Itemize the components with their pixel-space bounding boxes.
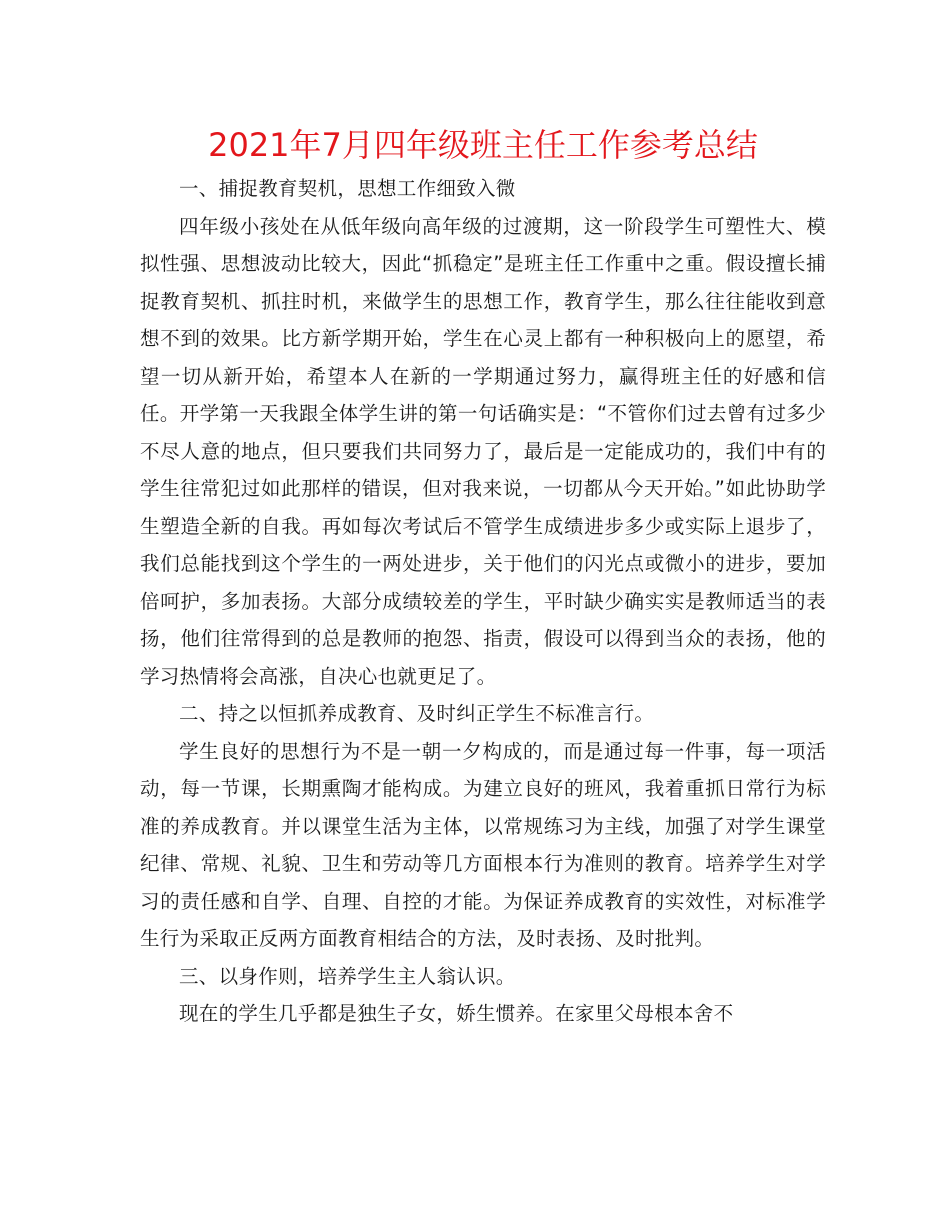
document-title: 2021年7月四年级班主任工作参考总结 [208,126,758,164]
document-page [140,122,826,1033]
section-heading-2: 二、持之以恒抓养成教育、及时纠正学生不标准言行。 [179,702,655,725]
section-paragraph-3: 现在的学生几乎都是独生子女，娇生惯养。在家里父母根本舍不 [179,1002,734,1025]
section-heading-3: 三、以身作则，培养学生主人翁认识。 [179,964,516,988]
section-paragraph-1: 四年级小孩处在从低年级向高年级的过渡期，这一阶段学生可塑性大、模拟性强、思想波动比较大，因此“抓稳定”是班主任工作重中之重。假设擅长捕捉教育契机、抓拄时机，来做学生的思想工作，教育学生，那么往往能收到意想不到的效果。比方新学期开始，学生在心灵上都有一种积极向上的愿望，希望一切从新开始，希望本人在新的一学期通过努力，赢得班主任的好感和信任。开学第一天我跟全体学生讲的第一句话确实是：“不管你们过去曾有过多少不尽人意的地点，但只要我们共同努力了，最后是一定能成功的，我们中有的学生往常犯过如此那样的错误，但对我来说，一切都从今天开始。”如此协助学生塑造全新的自我。再如每次考试后不管学生成绩进步多少或实际上退步了，我们总能找到这个学生的一两处进步，关于他们的闪光点或微小的进步，要加倍呵护，多加表扬。大部分成绩较差的学生，平时缺少确实实是教师适当的表扬，他们往常得到的总是教师的抱怨、指责，假设可以得到当众的表扬，他的学习热情将会高涨，自决心也就更足了。 [140,214,826,688]
section-heading-1: 一、捕捉教育契机，思想工作细致入微 [179,177,516,200]
section-paragraph-2: 学生良好的思想行为不是一朝一夕构成的，而是通过每一件事，每一项活动，每一节课，长期熏陶才能构成。为建立良好的班风，我着重抓日常行为标准的养成教育。并以课堂生活为主体，以常规练习为主线，加强了对学生课堂纪律、常规、礼貌、卫生和劳动等几方面根本行为准则的教育。培养学生对学习的责任感和自学、自理、自控的才能。为保证养成教育的实效性，对标准学生行为采取正反两方面教育相结合的方法，及时表扬、及时批判。 [140,739,826,950]
